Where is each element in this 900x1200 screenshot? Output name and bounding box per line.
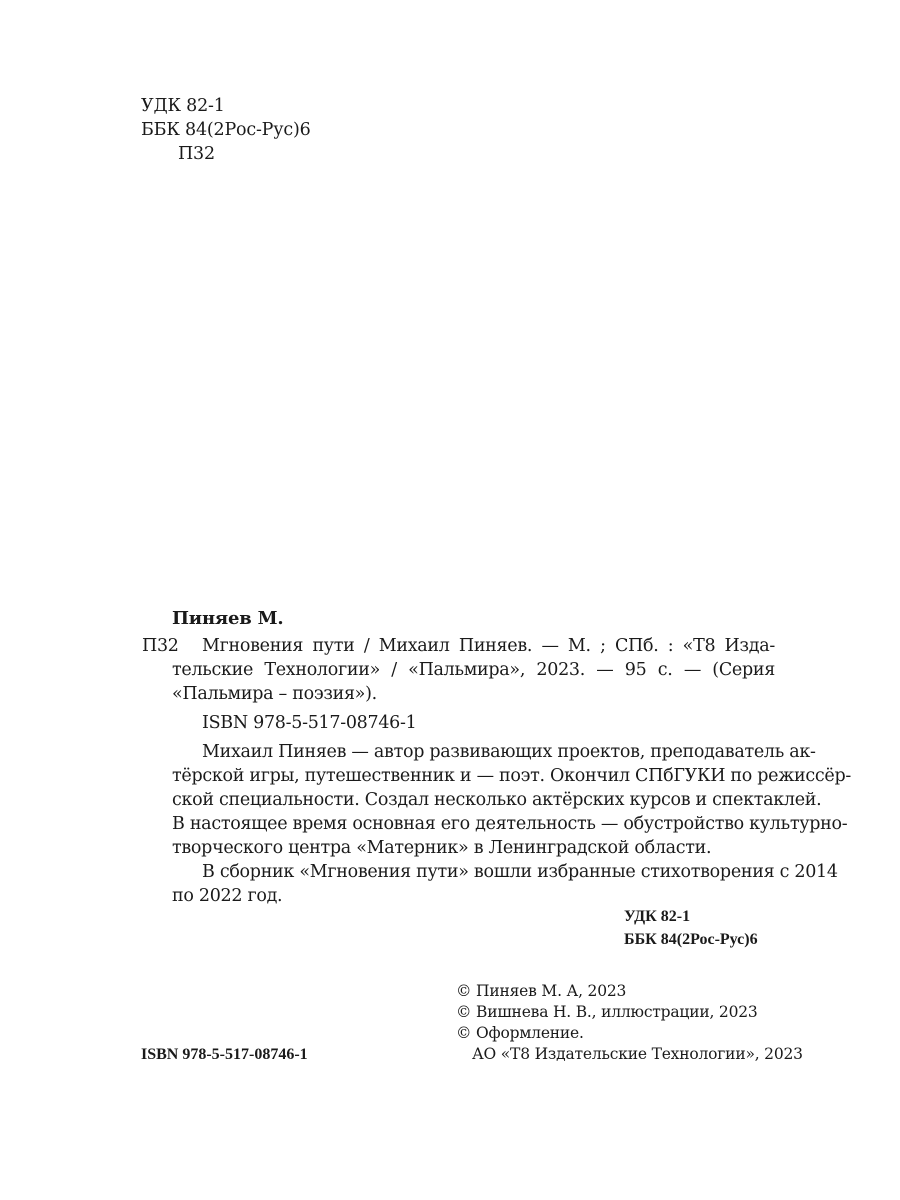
record-title-line-1: Мгновения пути / Михаил Пиняев. — М. ; СПб. : «Т8 Изда- [202, 636, 775, 656]
record-author: Пиняев М. [172, 608, 284, 629]
annotation-line-6: В сборник «Мгновения пути» вошли избранные стихотворения с 2014 [202, 862, 838, 882]
classification-bbk: ББК 84(2Рос-Рус)6 [624, 931, 758, 948]
record-title-line-3: «Пальмира – поэзия»). [172, 684, 377, 704]
annotation-line-2: тёрской игры, путешественник и — поэт. Окончил СПбГУКИ по режиссёр- [172, 766, 851, 786]
record-author-mark: П32 [142, 636, 179, 656]
annotation-line-4: В настоящее время основная его деятельность — обустройство культурно- [172, 814, 848, 834]
footer-isbn: ISBN 978-5-517-08746-1 [141, 1046, 308, 1063]
copyright-line-1: © Пиняев М. А, 2023 [456, 982, 627, 1000]
record-isbn: ISBN 978-5-517-08746-1 [202, 713, 417, 733]
annotation-line-7: по 2022 год. [172, 886, 283, 906]
copyright-line-2: © Вишнева Н. В., иллюстрации, 2023 [456, 1003, 758, 1021]
classification-udk: УДК 82-1 [624, 908, 691, 925]
top-author-mark: П32 [178, 144, 215, 164]
annotation-line-1: Михаил Пиняев — автор развивающих проектов, преподаватель ак- [202, 742, 816, 762]
annotation-line-3: ской специальности. Создал несколько актёрских курсов и спектаклей. [172, 790, 822, 810]
copyright-line-4: АО «Т8 Издательские Технологии», 2023 [472, 1045, 803, 1063]
record-title-line-2: тельские Технологии» / «Пальмира», 2023. — 95 с. — (Серия [172, 660, 775, 680]
top-bbk: ББК 84(2Рос-Рус)6 [141, 120, 311, 140]
top-udk: УДК 82-1 [141, 96, 225, 116]
annotation-line-5: творческого центра «Матерник» в Ленинградской области. [172, 838, 712, 858]
copyright-line-3: © Оформление. [456, 1024, 584, 1042]
